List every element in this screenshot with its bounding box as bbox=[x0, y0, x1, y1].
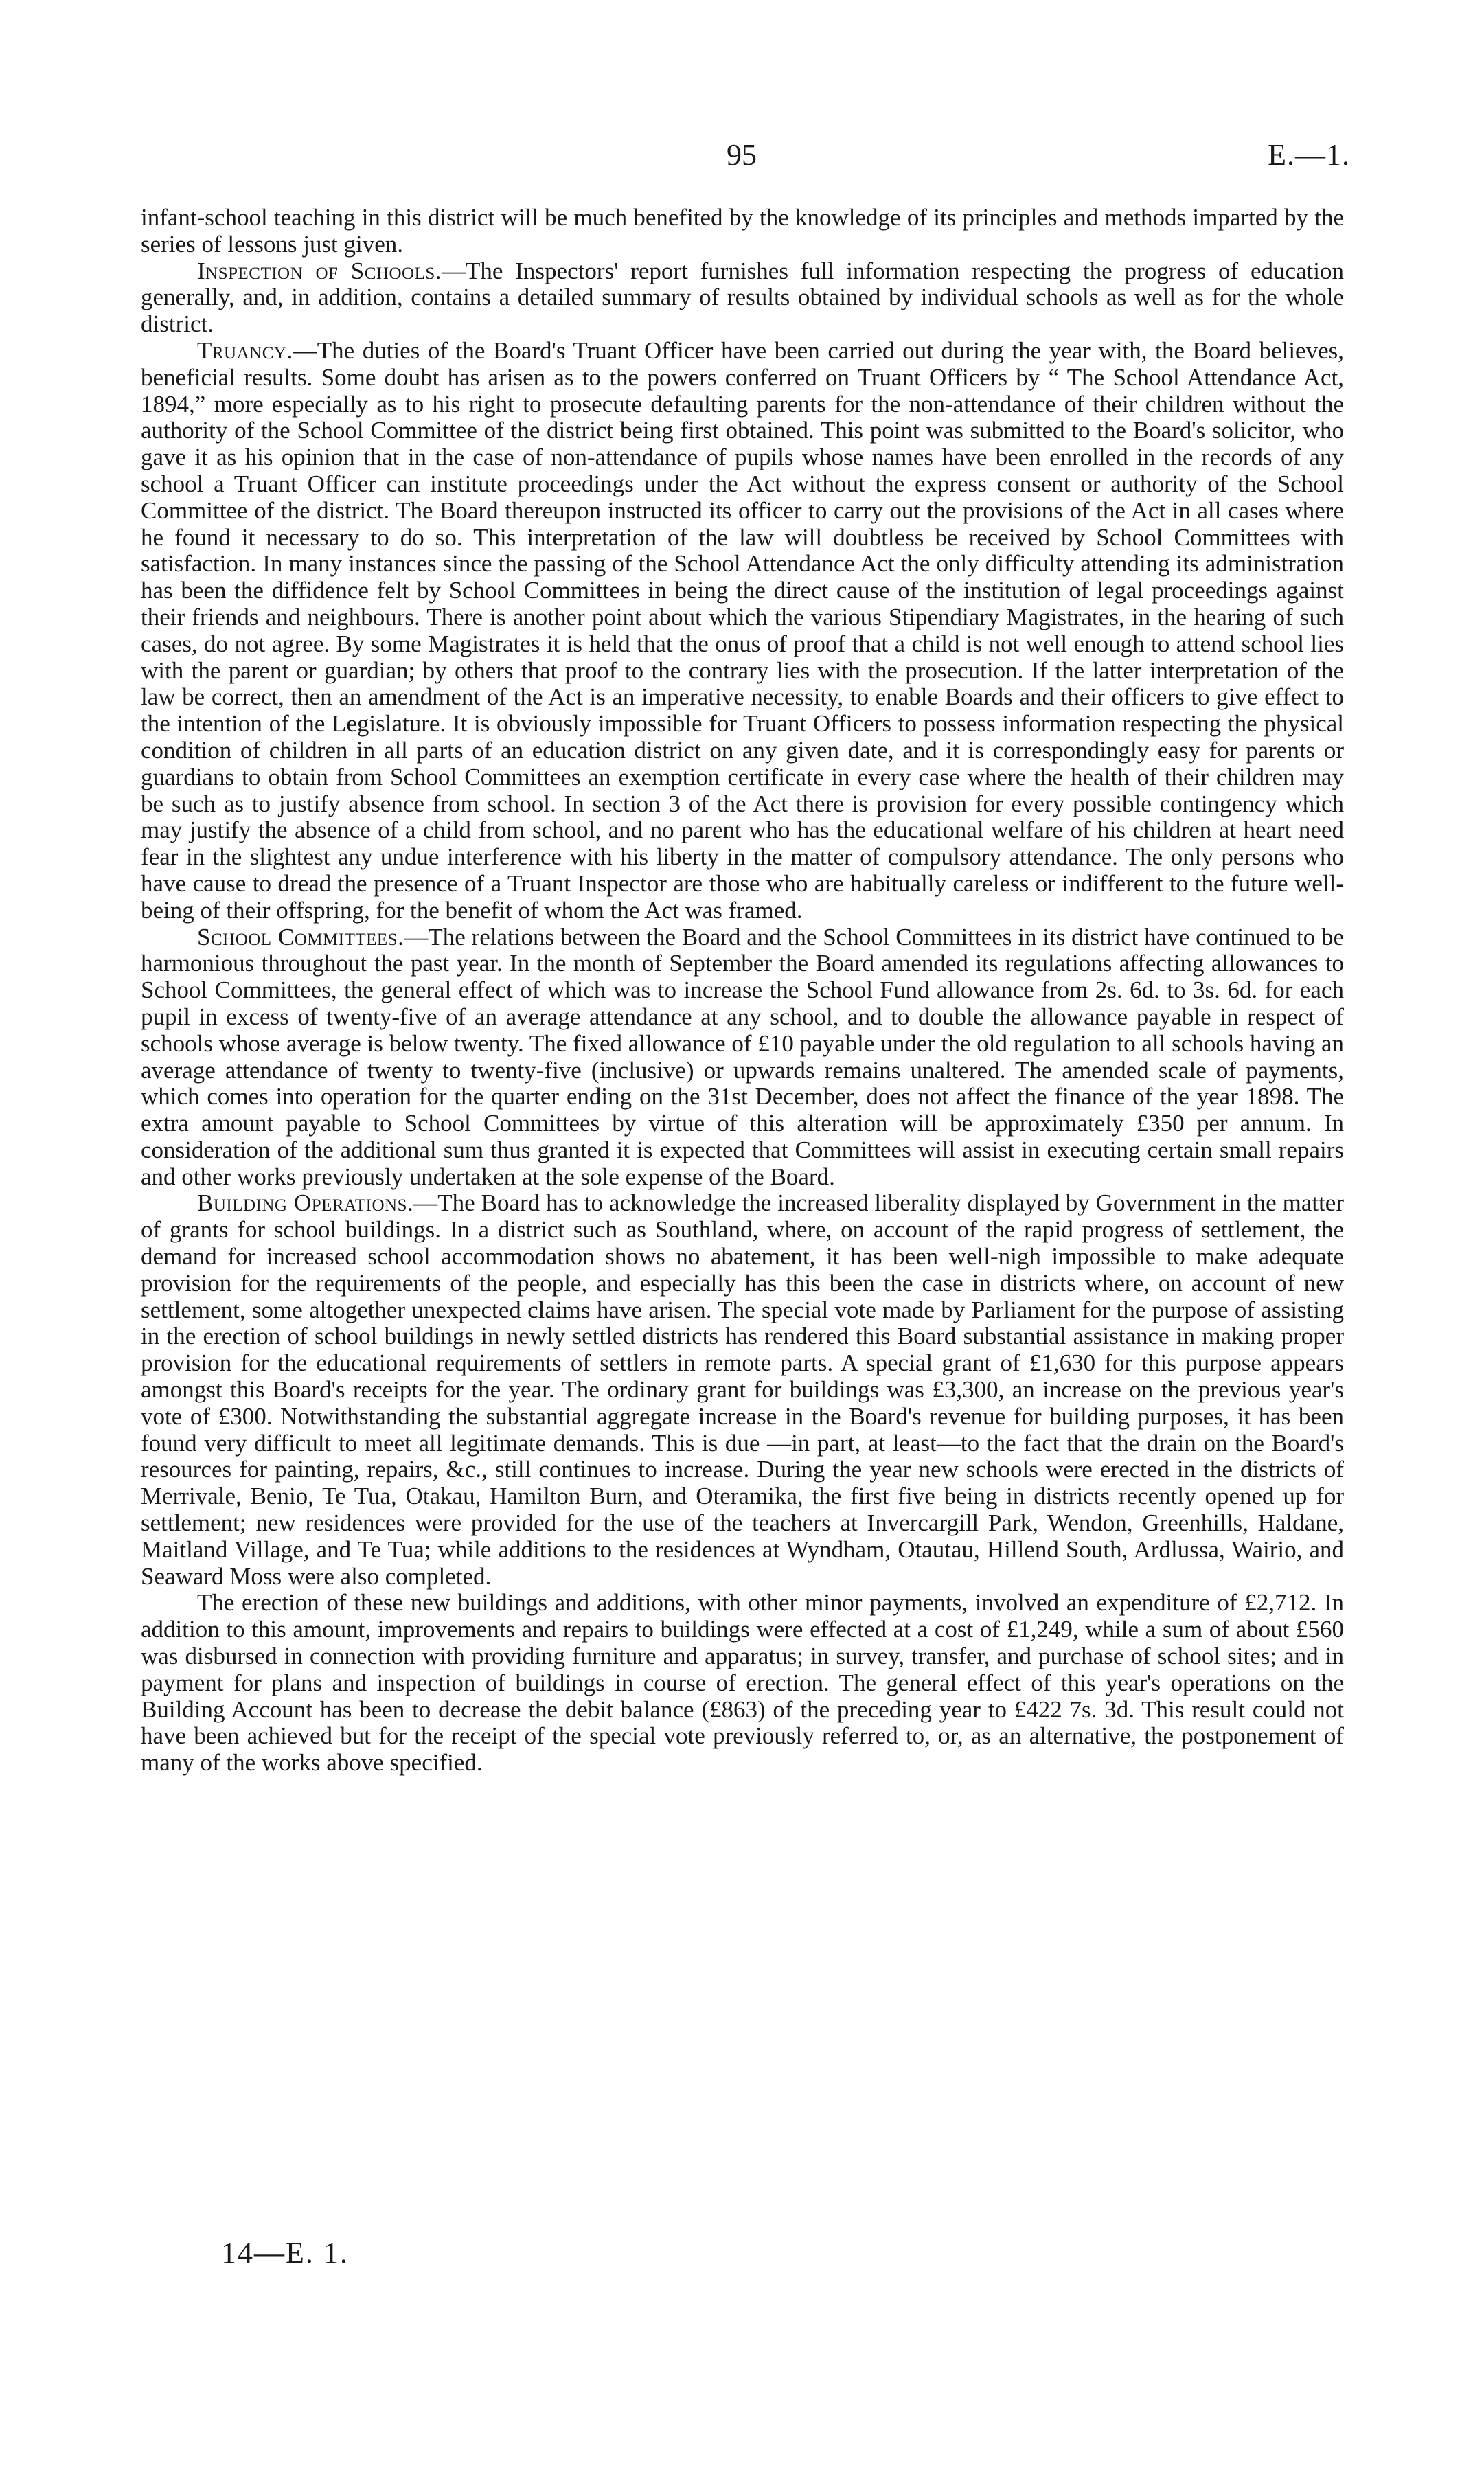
body-text bbox=[141, 205, 1344, 1777]
paragraph-school-committees bbox=[141, 924, 1344, 1191]
section-heading: School Committees. bbox=[197, 923, 404, 950]
paragraph-building-expenditure bbox=[141, 1590, 1344, 1777]
paragraph-text: infant-school teaching in this district will be much benefited by the knowledge of its principles and methods imparted by the series of lessons just given. bbox=[141, 204, 1344, 258]
paragraph-text: —The Inspectors' report furnishes full information respecting the progress of education generally, and, in addition, contains a detailed summary of results obtained by individual schools as well as for the whole district. bbox=[141, 257, 1344, 338]
paragraph-text: —The relations between the Board and the School Committees in its district have continued to be harmonious throughout the past year. In the month of September the Board amended its regulations affecting allowances to School Committees, the general effect of which was to increase the School Fund allowance from 2s. 6d. to 3s. 6d. for each pupil in excess of twenty-five of an average attendance at any school, and to double the allowance payable in respect of schools whose average is below twenty. The fixed allowance of £10 payable under the old regulation to all schools having an average attendance of twenty to twenty-five (inclusive) or upwards remains unaltered. The amended scale of payments, which comes into operation for the quarter ending on the 31st December, does not affect the finance of the year 1898. The extra amount payable to School Committees by virtue of this alteration will be approximately £350 per annum. In consideration of the additional sum thus granted it is expected that Committees will assist in executing certain small repairs and other works previously undertaken at the sole expense of the Board. bbox=[141, 923, 1344, 1190]
section-heading: Truancy. bbox=[197, 336, 293, 364]
paragraph-text: —The Board has to acknowledge the increased liberality displayed by Government in the matter of grants for school buildings. In a district such as Southland, where, on account of the rapid progress of settlement, the demand for increased school accommodation shows no abatement, it has been well-nigh impossible to make adequate provision for the requirements of the people, and especially has this been the case in districts where, on account of new settlement, some altogether unexpected claims have arisen. The special vote made by Parliament for the purpose of assisting in the erection of school buildings in newly settled districts has rendered this Board substantial assistance in making proper provision for the educational requirements of settlers in remote parts. A special grant of £1,630 for this purpose appears amongst this Board's receipts for the year. The ordinary grant for buildings was £3,300, an increase on the previous year's vote of £300. Notwithstanding the substantial aggregate increase in the Board's revenue for building purposes, it has been found very difficult to meet all legitimate demands. This is due —in part, at least—to the fact that the drain on the Board's resources for painting, repairs, &c., still continues to increase. During the year new schools were erected in the districts of Merrivale, Benio, Te Tua, Otakau, Hamilton Burn, and Oteramika, the first five being in districts recently opened up for settlement; new residences were provided for the use of the teachers at Invercargill Park, Wendon, Greenhills, Haldane, Maitland Village, and Te Tua; while additions to the residences at Wyndham, Otautau, Hillend South, Ardlussa, Wairio, and Seaward Moss were also completed. bbox=[141, 1189, 1344, 1590]
paragraph-text: The erection of these new buildings and additions, with other minor payments, involved an expenditure of £2,712. In addition to this amount, improvements and repairs to buildings were effected at a cost of £1,249, while a sum of about £560 was disbursed in connection with providing furniture and apparatus; in survey, transfer, and purchase of school sites; and in payment for plans and inspection of buildings in course of erection. The general effect of this year's operations on the Building Account has been to decrease the debit balance (£863) of the preceding year to £422 7s. 3d. This result could not have been achieved but for the receipt of the special vote previously referred to, or, as an alternative, the postponement of many of the works above specified. bbox=[141, 1589, 1344, 1777]
paragraph-inspection-of-schools bbox=[141, 258, 1344, 338]
paragraph-truancy bbox=[141, 338, 1344, 924]
section-heading: Inspection of Schools. bbox=[197, 257, 442, 284]
paragraph-continuation bbox=[141, 205, 1344, 258]
section-heading: Building Operations. bbox=[197, 1189, 414, 1217]
signature-mark: 14—E. 1. bbox=[221, 2236, 349, 2270]
page-number: 95 bbox=[727, 138, 757, 172]
paragraph-text: —The duties of the Board's Truant Officer have been carried out during the year with, the Board believes, beneficial results. Some doubt has arisen as to the powers conferred on Truant Officers by “ The School Attendance Act, 1894,” more especially as to his right to prosecute defaulting parents for the non-attendance of their children without the authority of the School Committee of the district being first obtained. This point was submitted to the Board's solicitor, who gave it as his opinion that in the case of non-attendance of pupils whose names have been enrolled in the records of any school a Truant Officer can institute proceedings under the Act without the express consent or authority of the School Committee of the district. The Board thereupon instructed its officer to carry out the provisions of the Act in all cases where he found it necessary to do so. This interpretation of the law will doubtless be received by School Committees with satisfaction. In many instances since the passing of the School Attendance Act the only difficulty attending its administration has been the diffidence felt by School Committees in being the direct cause of the institution of legal proceedings against their friends and neighbours. There is another point about which the various Stipendiary Magistrates, in the hearing of such cases, do not agree. By some Magistrates it is held that the onus of proof that a child is not well enough to attend school lies with the parent or guardian; by others that proof to the contrary lies with the prosecution. If the latter interpretation of the law be correct, then an amendment of the Act is an imperative necessity, to enable Boards and their officers to give effect to the intention of the Legislature. It is obviously impossible for Truant Officers to possess information respecting the physical condition of children in all parts of an education district on any given date, and it is correspondingly easy for parents or guardians to obtain from School Committees an exemption certificate in every case where the health of their children may be such as to justify absence from school. In section 3 of the Act there is provision for every possible contingency which may justify the absence of a child from school, and no parent who has the educational welfare of his children at heart need fear in the slightest any undue interference with his liberty in the matter of compulsory attendance. The only persons who have cause to dread the presence of a Truant Inspector are those who are habitually careless or indifferent to the future well-being of their offspring, for the benefit of whom the Act was framed. bbox=[141, 336, 1344, 924]
paragraph-building-operations bbox=[141, 1190, 1344, 1590]
document-reference: E.—1. bbox=[1268, 138, 1350, 172]
